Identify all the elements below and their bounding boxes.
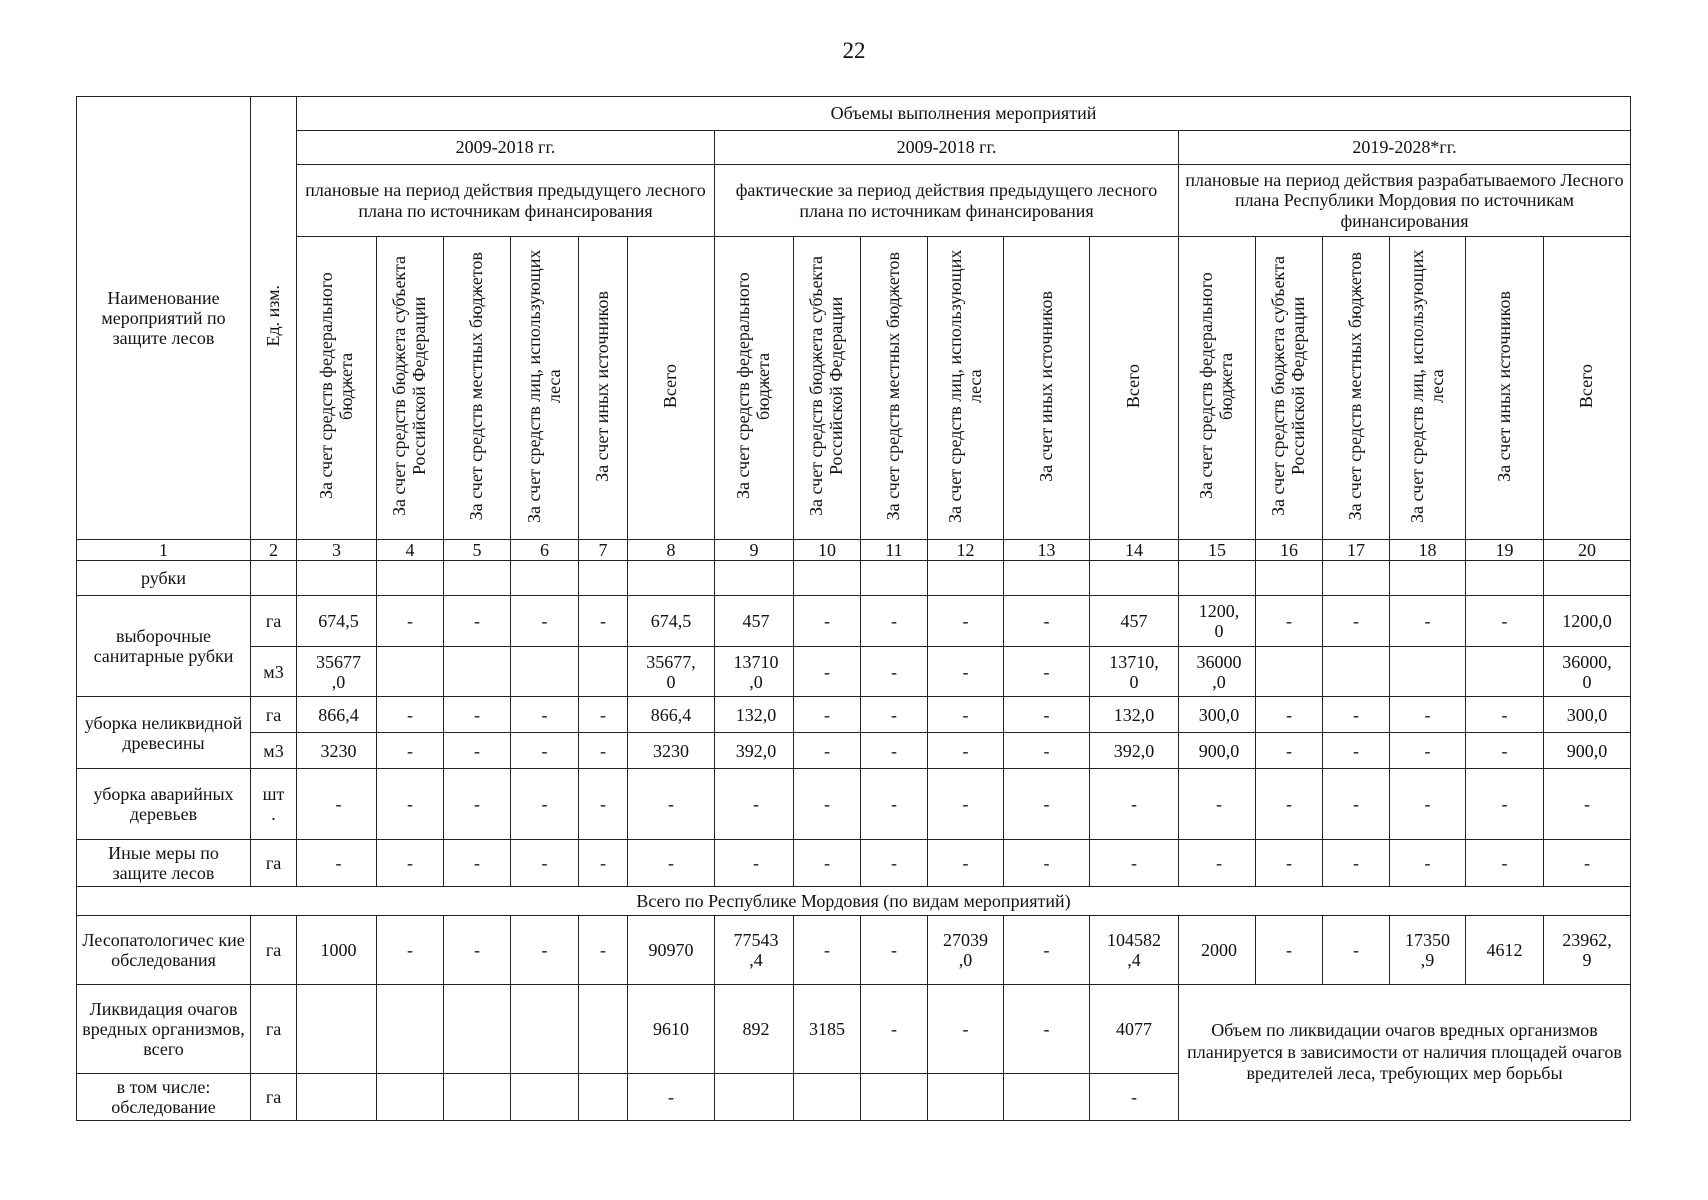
table-cell: 392,0: [715, 733, 794, 769]
table-cell: -: [1256, 769, 1323, 840]
table-cell: -: [1323, 596, 1390, 647]
header-period-2: 2009-2018 гг.: [715, 131, 1179, 165]
table-cell: -: [579, 916, 628, 985]
table-cell: -: [794, 596, 861, 647]
header-source-local: За счет средств местных бюджетов: [861, 237, 928, 540]
table-cell: [1323, 647, 1390, 697]
row-label-uborka-avar: уборка аварийных деревьев: [77, 769, 251, 840]
table-cell: [511, 1074, 579, 1121]
header-source-local: За счет средств местных бюджетов: [444, 237, 511, 540]
column-number: 11: [861, 540, 928, 561]
row-label-lesopat: Лесопатологичес кие обследования: [77, 916, 251, 985]
table-cell: [579, 647, 628, 697]
column-number: 14: [1090, 540, 1179, 561]
table-cell: -: [628, 1074, 715, 1121]
header-source-total: Всего: [1544, 237, 1631, 540]
table-cell: 35677, 0: [628, 647, 715, 697]
table-cell: -: [1390, 697, 1466, 733]
header-source-federal: За счет средств федерального бюджета: [715, 237, 794, 540]
table-row: [77, 985, 1631, 1074]
table-cell: -: [444, 697, 511, 733]
table-cell: [511, 985, 579, 1074]
header-source-users: За счет средств лиц, использующих леса: [928, 237, 1004, 540]
table-cell: -: [579, 733, 628, 769]
table-cell: -: [1544, 769, 1631, 840]
column-number: 8: [628, 540, 715, 561]
header-source-subject: За счет средств бюджета субъекта Российской Федерации: [1256, 237, 1323, 540]
table-cell: 457: [1090, 596, 1179, 647]
table-cell: -: [511, 697, 579, 733]
table-cell: -: [377, 733, 444, 769]
table-cell: 132,0: [1090, 697, 1179, 733]
table-cell: -: [1323, 916, 1390, 985]
table-cell: -: [928, 985, 1004, 1074]
table-cell: -: [1323, 840, 1390, 887]
column-number: 20: [1544, 540, 1631, 561]
table-cell: га: [251, 840, 297, 887]
table-cell: -: [1090, 1074, 1179, 1121]
table-cell: 3185: [794, 985, 861, 1074]
table-cell: -: [861, 916, 928, 985]
table-row: [77, 697, 1631, 733]
table-cell: -: [1004, 596, 1090, 647]
table-cell: -: [794, 840, 861, 887]
table-cell: -: [715, 840, 794, 887]
table-cell: -: [861, 596, 928, 647]
table-cell: -: [1390, 840, 1466, 887]
table-cell: га: [251, 916, 297, 985]
column-number: 1: [77, 540, 251, 561]
table-cell: 866,4: [297, 697, 377, 733]
table-cell: шт .: [251, 769, 297, 840]
table-cell: -: [1256, 697, 1323, 733]
table-cell: -: [1390, 769, 1466, 840]
table-cell: -: [579, 769, 628, 840]
header-source-federal: За счет средств федерального бюджета: [1179, 237, 1256, 540]
table-cell: -: [928, 840, 1004, 887]
table-cell: -: [861, 985, 928, 1074]
table-cell: -: [444, 596, 511, 647]
column-number: 18: [1390, 540, 1466, 561]
table-cell: 23962, 9: [1544, 916, 1631, 985]
column-number: 12: [928, 540, 1004, 561]
table-cell: 900,0: [1544, 733, 1631, 769]
table-cell: [794, 1074, 861, 1121]
table-cell: 90970: [628, 916, 715, 985]
header-desc-1: плановые на период действия предыдущего лесного плана по источникам финансирования: [297, 165, 715, 237]
table-cell: -: [444, 840, 511, 887]
table-cell: -: [1466, 697, 1544, 733]
row-label-vtom: в том числе: обследование: [77, 1074, 251, 1121]
table-cell: -: [928, 647, 1004, 697]
column-number: 19: [1466, 540, 1544, 561]
table-cell: -: [794, 697, 861, 733]
header-period-3: 2019-2028*гг.: [1179, 131, 1631, 165]
header-source-users: За счет средств лиц, использующих леса: [1390, 237, 1466, 540]
header-period-1: 2009-2018 гг.: [297, 131, 715, 165]
table-cell: 1200,0: [1544, 596, 1631, 647]
table-cell: -: [1466, 596, 1544, 647]
header-desc-2: фактические за период действия предыдущего лесного плана по источникам финансирования: [715, 165, 1179, 237]
table-cell: -: [377, 596, 444, 647]
table-cell: -: [1179, 840, 1256, 887]
table-cell: [377, 647, 444, 697]
table-cell: -: [1390, 733, 1466, 769]
table-cell: -: [1256, 840, 1323, 887]
table-cell: -: [297, 769, 377, 840]
table-cell: -: [511, 596, 579, 647]
table-cell: [1004, 1074, 1090, 1121]
table-cell: -: [1466, 769, 1544, 840]
table-cell: [511, 647, 579, 697]
table-cell: [377, 985, 444, 1074]
table-cell: 27039 ,0: [928, 916, 1004, 985]
header-name-col: Наименование мероприятий по защите лесов: [77, 97, 251, 540]
column-number: 2: [251, 540, 297, 561]
page-number: 22: [842, 38, 866, 63]
forest-protection-table: [76, 96, 1631, 1121]
header-source-users: За счет средств лиц, использующих леса: [511, 237, 579, 540]
column-number: 17: [1323, 540, 1390, 561]
table-cell: -: [1004, 697, 1090, 733]
column-number-row: [77, 540, 1631, 561]
table-row: [77, 840, 1631, 887]
table-cell: -: [928, 596, 1004, 647]
table-cell: 104582 ,4: [1090, 916, 1179, 985]
table-cell: 9610: [628, 985, 715, 1074]
header-volumes: Объемы выполнения мероприятий: [297, 97, 1631, 131]
table-cell: 13710, 0: [1090, 647, 1179, 697]
table-cell: [1390, 647, 1466, 697]
table-cell: 892: [715, 985, 794, 1074]
table-cell: [297, 1074, 377, 1121]
table-cell: [928, 1074, 1004, 1121]
table-row: [77, 916, 1631, 985]
table-cell: 13710 ,0: [715, 647, 794, 697]
table-cell: га: [251, 697, 297, 733]
table-cell: -: [1323, 733, 1390, 769]
table-cell: 36000 ,0: [1179, 647, 1256, 697]
table-cell: -: [1004, 769, 1090, 840]
table-cell: -: [1004, 916, 1090, 985]
column-number: 15: [1179, 540, 1256, 561]
table-cell: [444, 985, 511, 1074]
header-desc-3: плановые на период действия разрабатываемого Лесного плана Республики Мордовия по источникам финансирования: [1179, 165, 1631, 237]
table-cell: 300,0: [1544, 697, 1631, 733]
table-row: [77, 733, 1631, 769]
column-number: 9: [715, 540, 794, 561]
column-number: 13: [1004, 540, 1090, 561]
table-cell: 2000: [1179, 916, 1256, 985]
table-cell: -: [511, 840, 579, 887]
table-cell: [715, 1074, 794, 1121]
table-cell: -: [511, 769, 579, 840]
table-row: [77, 769, 1631, 840]
table-cell: -: [1323, 697, 1390, 733]
table-cell: -: [579, 697, 628, 733]
table-cell: 3230: [297, 733, 377, 769]
table-cell: -: [444, 916, 511, 985]
table-cell: 457: [715, 596, 794, 647]
table-cell: -: [861, 647, 928, 697]
table-cell: -: [861, 697, 928, 733]
column-number: 16: [1256, 540, 1323, 561]
header-source-federal: За счет средств федерального бюджета: [297, 237, 377, 540]
row-label-likvid: Ликвидация очагов вредных организмов, всего: [77, 985, 251, 1074]
header-source-local: За счет средств местных бюджетов: [1323, 237, 1390, 540]
column-number: 10: [794, 540, 861, 561]
table-cell: [1256, 647, 1323, 697]
table-cell: -: [1004, 733, 1090, 769]
table-cell: -: [1390, 596, 1466, 647]
table-cell: -: [1544, 840, 1631, 887]
header-source-total: Всего: [628, 237, 715, 540]
table-cell: 4612: [1466, 916, 1544, 985]
table-cell: -: [1004, 647, 1090, 697]
table-cell: [297, 985, 377, 1074]
table-cell: -: [377, 840, 444, 887]
header-source-other: За счет иных источников: [1004, 237, 1090, 540]
table-cell: -: [861, 769, 928, 840]
table-cell: 17350 ,9: [1390, 916, 1466, 985]
header-unit-col: Ед. изм.: [251, 97, 297, 540]
row-label-uborka-nelikv: уборка неликвидной древесины: [77, 697, 251, 769]
table-cell: -: [377, 916, 444, 985]
table-cell: -: [1466, 733, 1544, 769]
table-cell: 300,0: [1179, 697, 1256, 733]
table-cell: -: [715, 769, 794, 840]
table-cell: -: [794, 733, 861, 769]
table-cell: [579, 985, 628, 1074]
table-cell: [579, 1074, 628, 1121]
table-cell: -: [928, 769, 1004, 840]
table-cell: [377, 1074, 444, 1121]
table-cell: 866,4: [628, 697, 715, 733]
table-cell: 1200, 0: [1179, 596, 1256, 647]
row-label-vyborochnye: выборочные санитарные рубки: [77, 596, 251, 697]
table-cell: -: [377, 697, 444, 733]
header-source-subject: За счет средств бюджета субъекта Российской Федерации: [377, 237, 444, 540]
column-number: 7: [579, 540, 628, 561]
table-cell: -: [1004, 840, 1090, 887]
table-cell: [1466, 647, 1544, 697]
table-cell: 674,5: [628, 596, 715, 647]
table-cell: -: [1256, 916, 1323, 985]
table-cell: га: [251, 596, 297, 647]
table-cell: -: [377, 769, 444, 840]
table-cell: 900,0: [1179, 733, 1256, 769]
table-cell: [444, 1074, 511, 1121]
table-cell: -: [1256, 596, 1323, 647]
table-cell: -: [861, 840, 928, 887]
total-section-label: Всего по Республике Мордовия (по видам мероприятий): [77, 887, 1631, 916]
table-cell: -: [794, 769, 861, 840]
table-cell: -: [1179, 769, 1256, 840]
liquidation-note: Объем по ликвидации очагов вредных организмов планируется в зависимости от наличия площадей очагов вредителей леса, требующих мер борьбы: [1179, 985, 1631, 1121]
table-cell: м3: [251, 647, 297, 697]
column-number: 5: [444, 540, 511, 561]
table-cell: -: [928, 733, 1004, 769]
table-cell: [444, 647, 511, 697]
table-cell: 77543 ,4: [715, 916, 794, 985]
table-row: [77, 647, 1631, 697]
table-cell: -: [444, 769, 511, 840]
table-cell: -: [444, 733, 511, 769]
header-source-other: За счет иных источников: [1466, 237, 1544, 540]
table-cell: -: [579, 840, 628, 887]
table-cell: -: [861, 733, 928, 769]
table-cell: 35677 ,0: [297, 647, 377, 697]
table-cell: -: [628, 840, 715, 887]
table-cell: -: [1090, 840, 1179, 887]
table-row: [77, 596, 1631, 647]
table-cell: -: [511, 916, 579, 985]
table-cell: -: [794, 916, 861, 985]
table-cell: 392,0: [1090, 733, 1179, 769]
table-cell: 674,5: [297, 596, 377, 647]
column-number: 4: [377, 540, 444, 561]
table-cell: 132,0: [715, 697, 794, 733]
table-cell: -: [1090, 769, 1179, 840]
table-cell: -: [1256, 733, 1323, 769]
table-cell: 1000: [297, 916, 377, 985]
header-source-total: Всего: [1090, 237, 1179, 540]
table-cell: [861, 1074, 928, 1121]
column-number: 6: [511, 540, 579, 561]
row-label-inye: Иные меры по защите лесов: [77, 840, 251, 887]
table-cell: -: [1004, 985, 1090, 1074]
table-cell: -: [1323, 769, 1390, 840]
table-cell: -: [297, 840, 377, 887]
table-cell: 3230: [628, 733, 715, 769]
table-cell: -: [511, 733, 579, 769]
table-cell: -: [579, 596, 628, 647]
table-cell: га: [251, 985, 297, 1074]
column-number: 3: [297, 540, 377, 561]
table-cell: -: [1466, 840, 1544, 887]
header-source-subject: За счет средств бюджета субъекта Российской Федерации: [794, 237, 861, 540]
table-cell: -: [794, 647, 861, 697]
table-cell: га: [251, 1074, 297, 1121]
header-source-other: За счет иных источников: [579, 237, 628, 540]
row-label-rubki: рубки: [77, 561, 251, 596]
table-cell: -: [628, 769, 715, 840]
table-cell: 36000, 0: [1544, 647, 1631, 697]
table-cell: м3: [251, 733, 297, 769]
table-cell: -: [928, 697, 1004, 733]
table-cell: 4077: [1090, 985, 1179, 1074]
